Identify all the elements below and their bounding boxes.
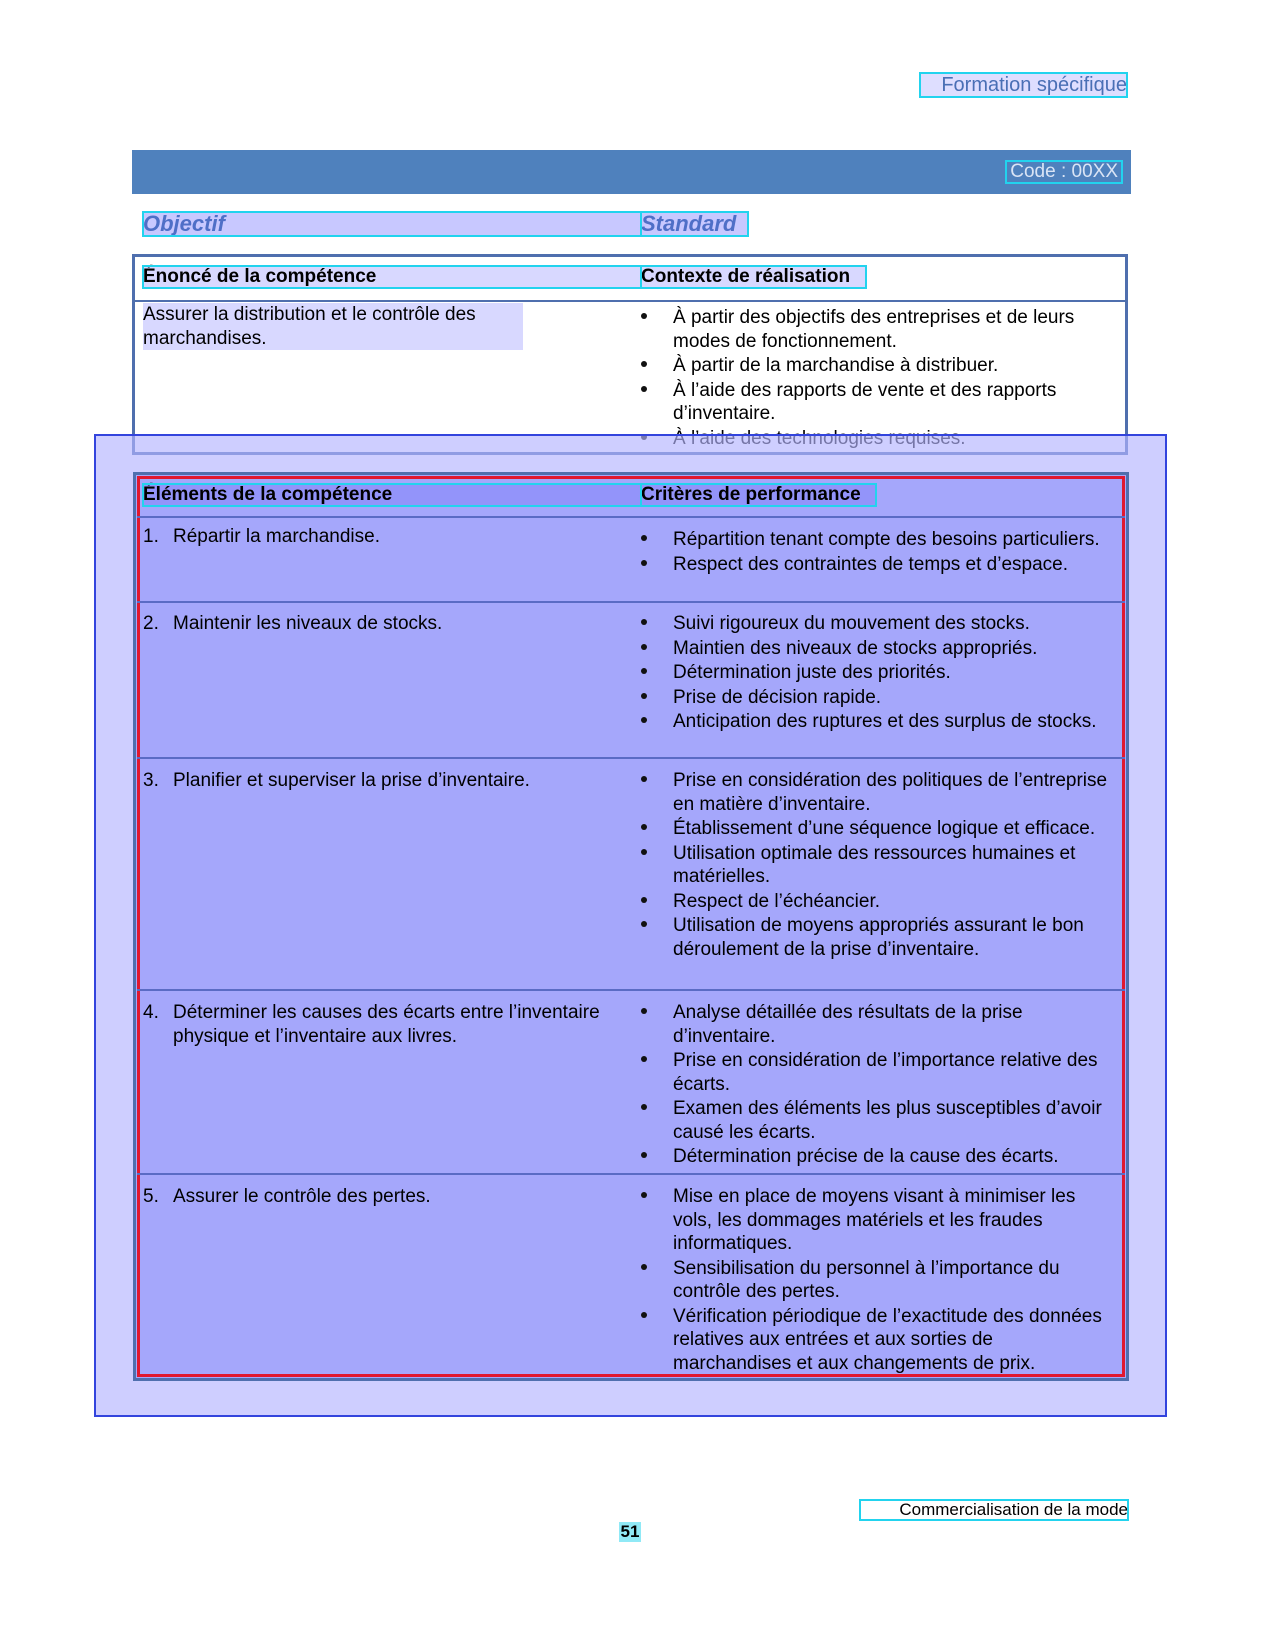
row-divider [137,516,1125,518]
list-item: À l’aide des rapports de vente et des rapports d’inventaire. [641,379,1116,426]
bullet-icon [641,1104,647,1110]
context-column-header: Contexte de réalisation [641,266,866,288]
row-divider [137,1173,1125,1175]
bullet-icon [641,717,647,723]
code-bar [132,150,1131,194]
list-item: Suivi rigoureux du mouvement des stocks. [641,612,1111,636]
bullet-icon [641,693,647,699]
running-footer: Commercialisation de la mode [860,1500,1128,1520]
list-item: À partir des objectifs des entreprises et de leurs modes de fonctionnement. [641,306,1116,353]
row-divider [137,989,1125,991]
competence-element: 4. Déterminer les causes des écarts entre l’inventaire physique et l’inventaire aux livres. [143,1002,600,1047]
objectif-label: Objectif [143,212,641,236]
bullet-icon [641,776,647,782]
standard-label: Standard [641,212,748,236]
criteria-list [641,1001,1111,1170]
bullet-icon [641,535,647,541]
bullet-icon [641,1264,647,1270]
context-list [641,306,1116,451]
bullet-icon [641,897,647,903]
list-item: Utilisation optimale des ressources humaines et matérielles. [641,842,1111,889]
bullet-icon [641,644,647,650]
bullet-icon [641,668,647,674]
list-item: Établissement d’une séquence logique et efficace. [641,817,1111,841]
competence-element: 5. Assurer le contrôle des pertes. [143,1186,431,1207]
list-item: Analyse détaillée des résultats de la prise d’inventaire. [641,1001,1111,1048]
list-item: Vérification périodique de l’exactitude des données relatives aux entrées et aux sorties de marchandises et aux changements de prix. [641,1305,1111,1376]
bullet-icon [641,313,647,319]
running-header: Formation spécifique [920,73,1127,97]
list-item: À partir de la marchandise à distribuer. [641,354,1116,378]
criteria-list [641,528,1111,577]
list-item: Examen des éléments les plus susceptibles d’avoir causé les écarts. [641,1097,1111,1144]
competence-statement: Assurer la distribution et le contrôle des marchandises. [143,303,523,350]
list-item: Prise de décision rapide. [641,686,1111,710]
list-item: Anticipation des ruptures et des surplus de stocks. [641,710,1111,734]
list-item: Prise en considération des politiques de l’entreprise en matière d’inventaire. [641,769,1111,816]
bullet-icon [641,361,647,367]
list-item: Détermination précise de la cause des écarts. [641,1145,1111,1169]
list-item: Respect des contraintes de temps et d’espace. [641,553,1111,577]
bullet-icon [641,1008,647,1014]
elements-column-header: Éléments de la compétence [143,484,641,506]
bullet-icon [641,824,647,830]
row-divider [137,601,1125,603]
list-item: Répartition tenant compte des besoins particuliers. [641,528,1111,552]
list-item: Utilisation de moyens appropriés assurant le bon déroulement de la prise d’inventaire. [641,914,1111,961]
list-item: Mise en place de moyens visant à minimiser les vols, les dommages matériels et les fraudes informatiques. [641,1185,1111,1256]
row-divider [137,757,1125,759]
criteria-list [641,769,1111,962]
bullet-icon [641,849,647,855]
list-item: Respect de l’échéancier. [641,890,1111,914]
competence-element: 3. Planifier et superviser la prise d’inventaire. [143,770,530,791]
criteria-list [641,612,1111,735]
competence-element: 1. Répartir la marchandise. [143,526,380,547]
bullet-icon [641,921,647,927]
bullet-icon [641,386,647,392]
criteria-list [641,1185,1111,1376]
competence-element: 2. Maintenir les niveaux de stocks. [143,613,443,634]
table-divider [135,300,1125,302]
bullet-icon [641,1152,647,1158]
bullet-icon [641,1312,647,1318]
list-item: Prise en considération de l’importance relative des écarts. [641,1049,1111,1096]
criteria-column-header: Critères de performance [641,484,876,506]
bullet-icon [641,1192,647,1198]
code-label: Code : 00XX [1006,161,1122,183]
page-number: 51 [620,1522,640,1541]
bullet-icon [641,619,647,625]
list-item: Détermination juste des priorités. [641,661,1111,685]
bullet-icon [641,560,647,566]
statement-column-header: Énoncé de la compétence [143,266,641,288]
bullet-icon [641,1056,647,1062]
list-item: Sensibilisation du personnel à l’importance du contrôle des pertes. [641,1257,1111,1304]
list-item: Maintien des niveaux de stocks appropriés. [641,637,1111,661]
